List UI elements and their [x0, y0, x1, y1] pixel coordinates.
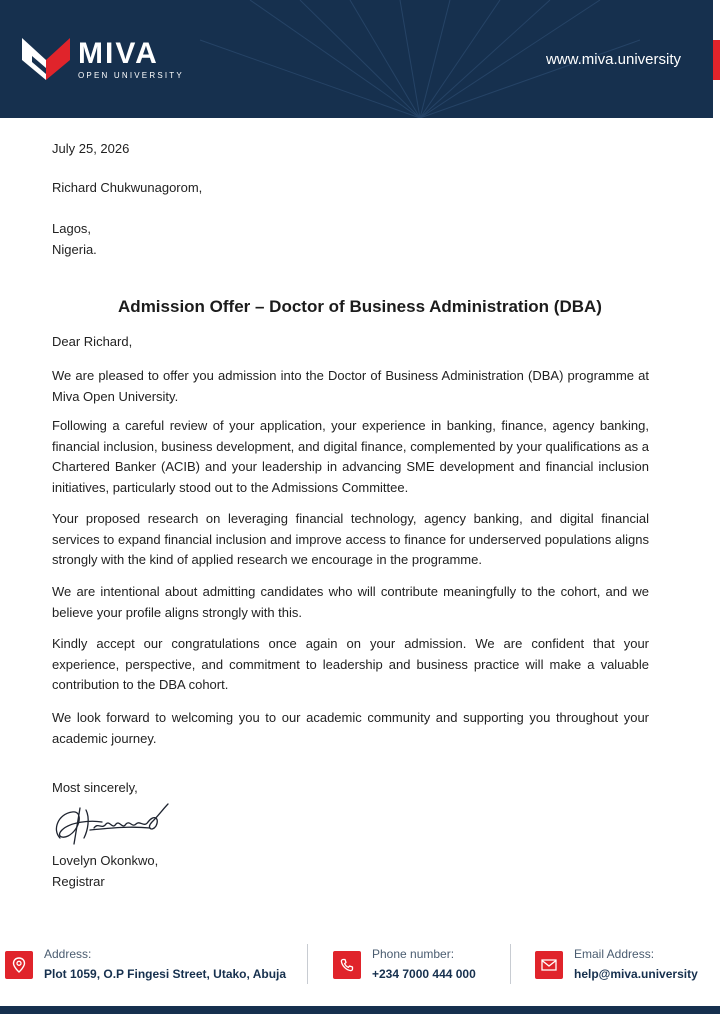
letter-date: July 25, 2026 — [52, 141, 130, 156]
footer-bar — [0, 1006, 720, 1014]
paragraph: We look forward to welcoming you to our academic community and supporting you throughout your academic journey. — [52, 710, 649, 746]
footer-email — [535, 946, 698, 983]
paragraph: Your proposed research on leveraging financial technology, agency banking, and digital financial services to expand financial inclusion and improve access to finance for underserved populations aligns strongly with the kind of applied research we encourage in the programme. — [52, 511, 649, 567]
handwritten-signature — [50, 800, 175, 848]
paragraph: We are intentional about admitting candidates who will contribute meaningfully to the cohort, and we believe your profile aligns strongly with this. — [52, 584, 649, 620]
footer-divider — [510, 944, 511, 984]
signer-name: Lovelyn Okonkwo, — [52, 853, 159, 868]
paragraph: Following a careful review of your application, your experience in banking, finance, agency banking, financial inclusion, business development, and digital finance, complemented by your qualifications as a Chartered Banker (ACIB) and your leadership in advancing SME development and financial inclusion initiatives, particularly stood out to the Admissions Committee. — [52, 418, 649, 495]
miva-m-icon — [22, 38, 70, 80]
phone-icon — [333, 951, 361, 979]
mail-icon — [535, 951, 563, 979]
email-label: Email Address: — [574, 947, 655, 961]
signer-title: Registrar — [52, 873, 105, 889]
recipient-address — [52, 219, 649, 260]
phone-value[interactable]: +234 7000 444 000 — [372, 967, 476, 981]
footer-phone — [333, 946, 476, 983]
red-edge-strip — [713, 40, 720, 80]
salutation: Dear Richard, — [52, 334, 133, 349]
website-link[interactable]: www.miva.university — [545, 51, 681, 68]
letter-title: Admission Offer – Doctor of Business Administration (DBA) — [118, 297, 602, 316]
miva-logo — [22, 38, 184, 80]
address-label: Address: — [44, 947, 92, 961]
footer-address — [5, 946, 286, 983]
address-line-1: Lagos, — [52, 221, 92, 236]
footer-divider — [307, 944, 308, 984]
recipient-name: Richard Chukwunagorom, — [52, 180, 203, 195]
phone-label: Phone number: — [372, 947, 455, 961]
letterhead-banner — [0, 0, 713, 118]
address-value: Plot 1059, O.P Fingesi Street, Utako, Abuja — [44, 967, 287, 981]
email-value[interactable]: help@miva.university — [574, 967, 698, 981]
location-pin-icon — [5, 951, 33, 979]
logo-subtitle: OPEN UNIVERSITY — [78, 70, 184, 80]
logo-name: MIVA — [78, 36, 159, 70]
closing: Most sincerely, — [52, 780, 138, 795]
paragraph: Kindly accept our congratulations once again on your admission. We are confident that your experience, perspective, and commitment to leadership and business practice will make a valuable contribution to the DBA cohort. — [52, 636, 649, 692]
address-line-2: Nigeria. — [52, 241, 97, 257]
signer-block — [52, 851, 649, 892]
paragraph: We are pleased to offer you admission into the Doctor of Business Administration (DBA) programme at Miva Open University. — [52, 368, 649, 404]
